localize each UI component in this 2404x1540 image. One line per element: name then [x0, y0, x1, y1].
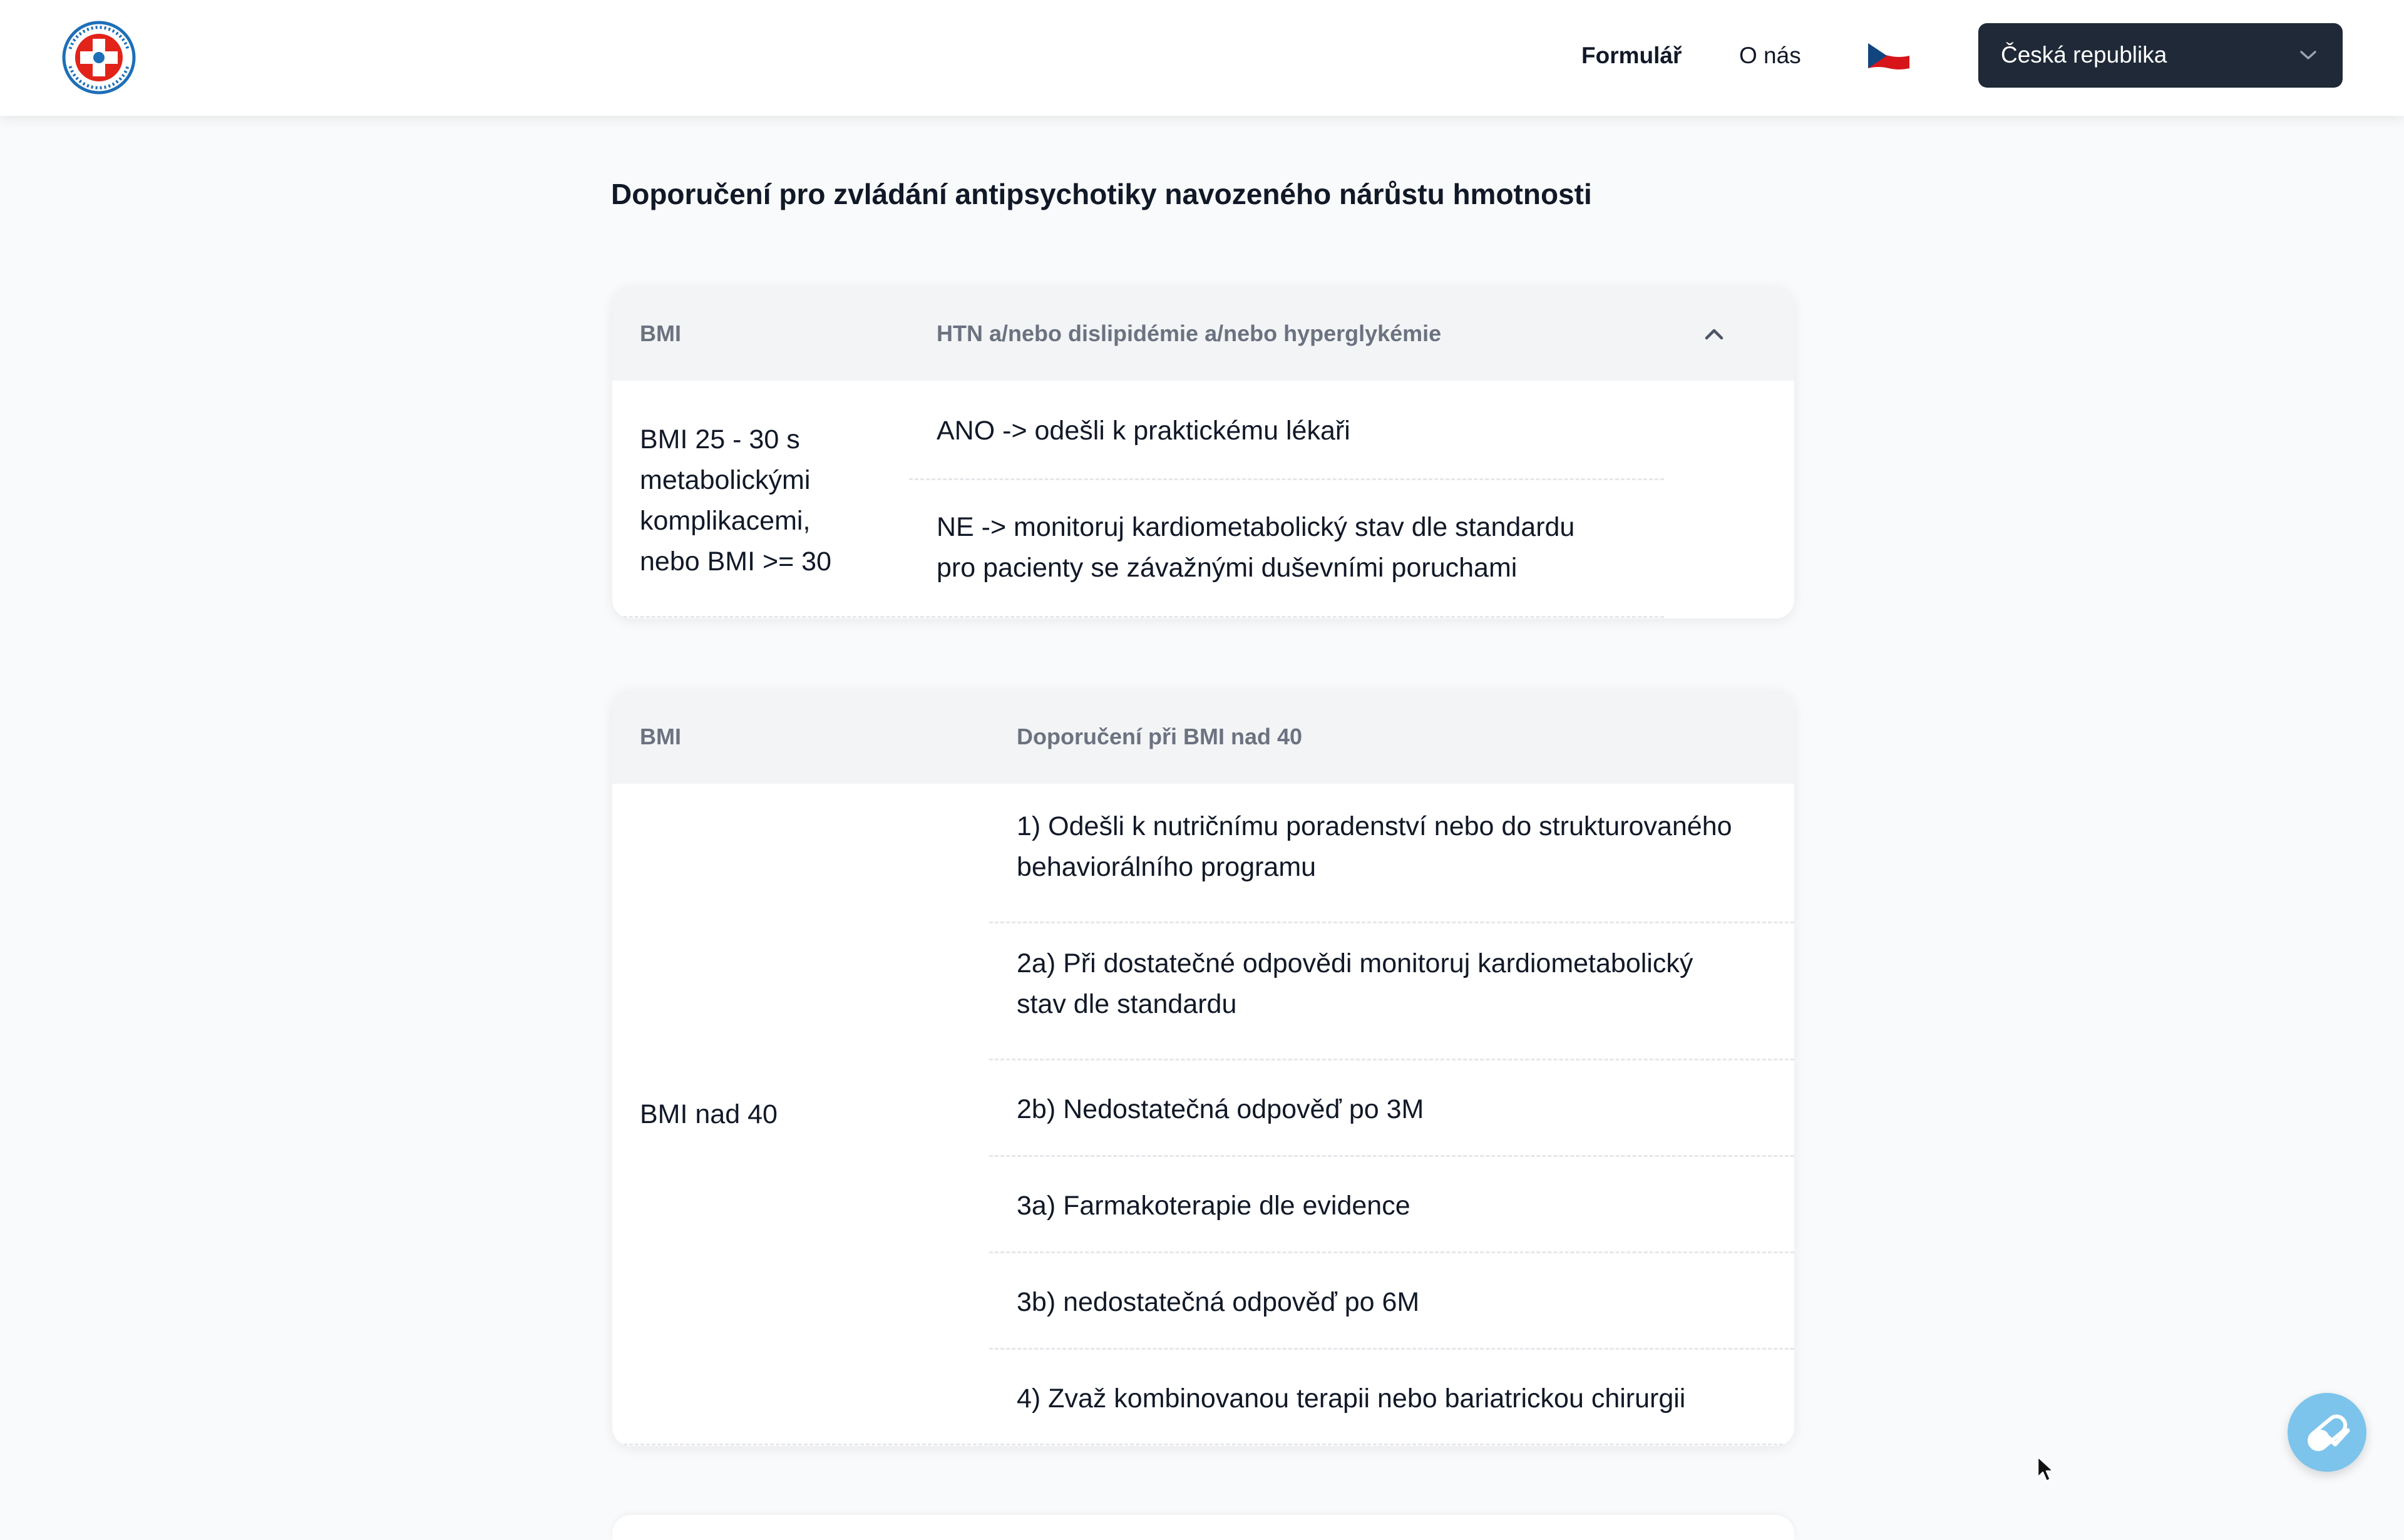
- recommendation-line: 3a) Farmakoterapie dle evidence: [1017, 1191, 1410, 1221]
- recommendation-line: stav dle standardu: [1017, 989, 1237, 1019]
- recommendation-row: [937, 411, 1688, 451]
- row-divider: [989, 1348, 1794, 1350]
- recommendation-line: NE -> monitoruj kardiometabolický stav dle standardu: [937, 512, 1575, 542]
- nav-link-about[interactable]: O nás: [1739, 43, 1801, 68]
- recommendation-line: 2a) Při dostatečné odpovědi monitoruj kardiometabolický: [1017, 948, 1693, 978]
- column-header-recommendation: Doporučení při BMI nad 40: [1017, 724, 1303, 749]
- pill-check-icon: [2303, 1409, 2351, 1455]
- table-header: [612, 690, 1794, 784]
- column-header-bmi: BMI: [640, 321, 681, 346]
- row-divider: [989, 921, 1794, 923]
- bmi-cell: [640, 419, 890, 582]
- recommendation-row: [1017, 943, 1787, 1025]
- row-divider: [989, 1444, 1794, 1445]
- mouse-cursor-icon: [2036, 1455, 2055, 1487]
- top-navbar: [0, 0, 2404, 116]
- recommendation-line: 3b) nedostatečná odpověď po 6M: [1017, 1287, 1420, 1317]
- country-select[interactable]: [1978, 23, 2343, 88]
- recommendation-line: 4) Zvaž kombinovanou terapii nebo bariatrickou chirurgii: [1017, 1383, 1686, 1414]
- recommendation-row: [937, 507, 1688, 588]
- row-divider: [612, 616, 907, 618]
- recommendation-line: pro pacienty se závažnými duševními poruchami: [937, 553, 1518, 583]
- table-header: [612, 287, 1794, 381]
- next-table-card: [612, 1515, 1794, 1540]
- recommendation-line: 2b) Nedostatečná odpověď po 3M: [1017, 1094, 1424, 1124]
- column-header-bmi: BMI: [640, 724, 681, 749]
- recommendation-line: behaviorálního programu: [1017, 852, 1317, 882]
- bmi-line: metabolickými: [640, 465, 811, 495]
- recommendation-row: [1017, 1378, 1787, 1419]
- page-title: Doporučení pro zvládání antipsychotiky navozeného nárůstu hmotnosti: [611, 178, 1592, 210]
- row-divider: [909, 616, 1664, 618]
- recommendation-table-bmi-over-40: [612, 690, 1794, 1446]
- country-select-value: Česká republika: [2001, 42, 2167, 68]
- recommendation-row: [1017, 1089, 1787, 1130]
- row-divider: [612, 1444, 988, 1445]
- bmi-line: BMI 25 - 30 s: [640, 424, 800, 454]
- row-divider: [989, 1251, 1794, 1253]
- bmi-line: komplikacemi,: [640, 506, 811, 536]
- recommendation-table-metabolic: [612, 287, 1794, 619]
- nav-link-form[interactable]: Formulář: [1581, 43, 1682, 68]
- recommendation-row: [1017, 1186, 1787, 1226]
- chevron-up-icon[interactable]: [1702, 322, 1727, 347]
- row-divider: [989, 1155, 1794, 1157]
- chevron-down-icon: [2298, 46, 2319, 64]
- hospital-logo-icon[interactable]: [61, 20, 136, 95]
- bmi-line: nebo BMI >= 30: [640, 547, 831, 577]
- recommendation-line: ANO -> odešli k praktickému lékaři: [937, 416, 1350, 446]
- help-button[interactable]: [2288, 1393, 2366, 1472]
- column-header-htn: HTN a/nebo dislipidémie a/nebo hyperglykémie: [937, 321, 1442, 346]
- recommendation-row: [1017, 806, 1787, 888]
- czech-flag-icon[interactable]: [1866, 39, 1912, 73]
- row-divider: [989, 1059, 1794, 1060]
- recommendation-line: 1) Odešli k nutričnímu poradenství nebo do strukturovaného: [1017, 811, 1732, 841]
- bmi-cell: BMI nad 40: [640, 1099, 778, 1129]
- row-divider: [909, 478, 1664, 480]
- recommendation-row: [1017, 1282, 1787, 1323]
